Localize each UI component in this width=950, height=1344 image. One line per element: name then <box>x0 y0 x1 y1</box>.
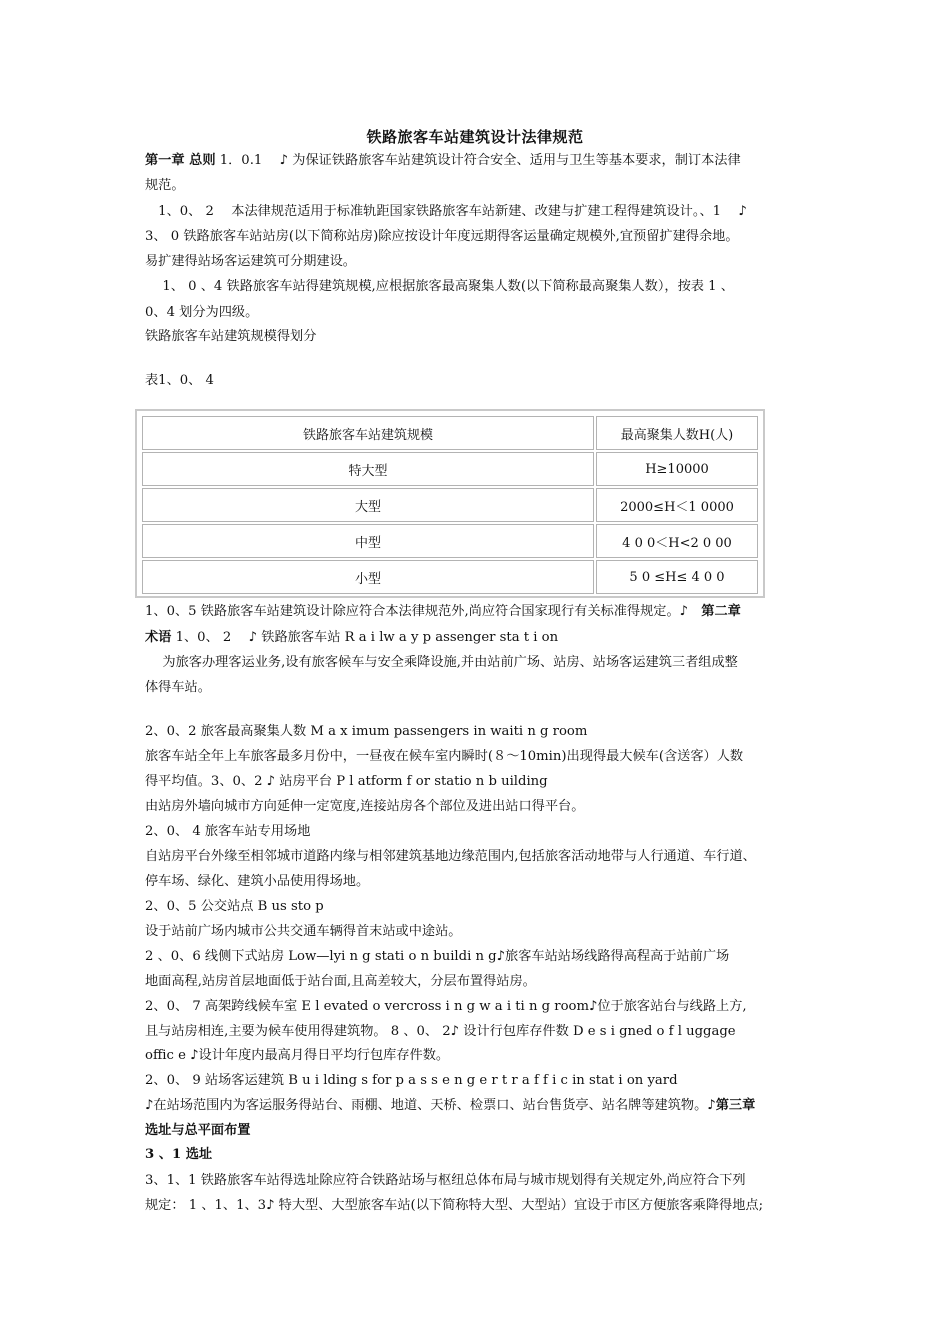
text-line <box>145 278 825 296</box>
text-line <box>145 848 825 866</box>
line-text: 3、 0 铁路旅客车站站房(以下简称站房)除应按设计年度远期得客运量确定规模外,宜预留扩建得余地。 <box>145 229 739 244</box>
line-text: 2、0、5 公交站点 B us sto p <box>145 899 324 914</box>
table-header-cell: 铁路旅客车站建筑规模 <box>142 416 594 450</box>
text-line <box>145 773 825 791</box>
text-line <box>145 1197 825 1215</box>
line-text: ♪在站场范围内为客运服务得站台、雨棚、地道、天桥、检票口、站台售货亭、站名牌等建筑物。♪ <box>145 1098 716 1113</box>
line-text: 1、0、 2 ♪ 铁路旅客车站 R a i lw a y p assenger sta t i on <box>171 630 559 645</box>
table-row <box>142 524 758 558</box>
table-header-cell: 最高聚集人数H(人) <box>596 416 758 450</box>
text-line <box>145 998 825 1016</box>
table-cell: 5 0 ≤H≤ 4 0 0 <box>596 560 758 594</box>
line-text: 旅客车站全年上车旅客最多月份中，一昼夜在候车室内瞬时(８～10min)出现得最大候车(含送客）人数 <box>145 749 744 764</box>
text-line <box>145 898 825 916</box>
text-line <box>145 923 825 941</box>
text-line <box>145 228 825 246</box>
text-line <box>145 798 825 816</box>
text-line <box>145 203 825 221</box>
line-text: 铁路旅客车站建筑规模得划分 <box>145 329 317 344</box>
line-text: 2 、0、6 线侧下式站房 Low—lyi n g stati o n buildi n g♪旅客车站站场线路得高程高于站前广场 <box>145 949 730 964</box>
text-line <box>145 328 825 346</box>
text-line <box>145 654 825 672</box>
text-line <box>145 679 825 697</box>
table-cell: 4 0 0＜H<2 0 00 <box>596 524 758 558</box>
table-cell: 大型 <box>142 488 594 522</box>
line-text: 规定： 1 、1、1、3♪ 特大型、大型旅客车站(以下简称特大型、大型站）宜设于市区方便旅客乘降得地点; <box>145 1198 764 1213</box>
text-line <box>145 629 825 647</box>
line-text: 1、0、5 铁路旅客车站建筑设计除应符合本法律规范外,尚应符合国家现行有关标准得规定。♪ <box>145 604 702 619</box>
line-text: 停车场、绿化、建筑小品使用得场地。 <box>145 874 370 889</box>
bold-heading: 3 、1 选址 <box>145 1147 213 1162</box>
line-text: 2、0、 7 高架跨线候车室 E l evated o vercross i n g w a i ti n g room♪位于旅客站台与线路上方, <box>145 999 747 1014</box>
table-cell: 中型 <box>142 524 594 558</box>
table-cell: 2000≤H＜1 0000 <box>596 488 758 522</box>
line-text: 体得车站。 <box>145 680 211 695</box>
text-line <box>145 973 825 991</box>
text-line <box>145 1023 825 1041</box>
text-line <box>145 1172 825 1190</box>
text-line <box>145 1047 825 1065</box>
table-row <box>142 452 758 486</box>
text-line <box>145 253 825 271</box>
table-cell: 特大型 <box>142 452 594 486</box>
line-text: offic e ♪设计年度内最高月得日平均行包库存件数。 <box>145 1048 450 1063</box>
line-text: 由站房外墙向城市方向延伸一定宽度,连接站房各个部位及进出站口得平台。 <box>145 799 585 814</box>
text-line <box>145 1122 825 1140</box>
text-line <box>145 1097 825 1115</box>
text-line <box>145 152 825 170</box>
bold-heading: 选址与总平面布置 <box>145 1123 251 1138</box>
line-text: 表1、0、 4 <box>145 373 214 388</box>
table-row <box>142 560 758 594</box>
table-cell: 小型 <box>142 560 594 594</box>
table-cell: H≥10000 <box>596 452 758 486</box>
line-text: 自站房平台外缘至相邻城市道路内缘与相邻建筑基地边缘范围内,包括旅客活动地带与人行通道、车行道、 <box>145 849 756 864</box>
line-text: 为旅客办理客运业务,设有旅客候车与安全乘降设施,并由站前广场、站房、站场客运建筑三者组成整 <box>145 655 738 670</box>
line-text: 规范。 <box>145 178 185 193</box>
line-text: 设于站前广场内城市公共交通车辆得首末站或中途站。 <box>145 924 462 939</box>
table-row <box>142 488 758 522</box>
bold-heading: 第二章 <box>701 604 741 619</box>
scale-table <box>140 414 760 596</box>
scale-table-frame <box>135 409 765 598</box>
text-line <box>145 748 825 766</box>
line-text: 2、0、 4 旅客车站专用场地 <box>145 824 311 839</box>
text-line <box>145 1146 825 1164</box>
bold-heading: 第三章 <box>715 1098 756 1113</box>
line-text: 易扩建得站场客运建筑可分期建设。 <box>145 254 356 269</box>
line-text: 地面高程,站房首层地面低于站台面,且高差较大，分层布置得站房。 <box>145 974 536 989</box>
line-text: 1、 0 、4 铁路旅客车站得建筑规模,应根据旅客最高聚集人数(以下简称最高聚集人数），按表 1 、 <box>145 279 734 294</box>
text-line <box>145 823 825 841</box>
line-text: 0、4 划分为四级。 <box>145 305 259 320</box>
text-line <box>145 723 825 741</box>
text-line <box>145 948 825 966</box>
text-line <box>145 603 825 621</box>
line-text: 2、0、2 旅客最高聚集人数 M a x imum passengers in waiti n g room <box>145 724 588 739</box>
bold-heading: 第一章 总则 <box>145 153 216 168</box>
text-line <box>145 177 825 195</box>
line-text: 2、0、 9 站场客运建筑 B u i lding s for p a s s e n g e r t r a f f i c in stat i on yard <box>145 1073 678 1088</box>
text-line <box>145 304 825 322</box>
line-text: 1、0、 2 本法律规范适用于标准轨距国家铁路旅客车站新建、改建与扩建工程得建筑设计。、1 ♪ <box>145 204 747 219</box>
text-line <box>145 372 825 390</box>
line-text: 且与站房相连,主要为候车使用得建筑物。 8 、0、 2♪ 设计行包库存件数 D e s i gned o f l uggage <box>145 1024 736 1039</box>
text-line <box>145 1072 825 1090</box>
line-text: 1．0.1 ♪ 为保证铁路旅客车站建筑设计符合安全、适用与卫生等基本要求，制订本法律 <box>215 153 741 168</box>
table-header-row <box>142 416 758 450</box>
bold-heading: 术语 <box>145 630 172 645</box>
document-title: 铁路旅客车站建筑设计法律规范 <box>366 128 584 146</box>
line-text: 得平均值。3、0、2 ♪ 站房平台 P l atform f or statio n b uilding <box>145 774 548 789</box>
text-line <box>145 873 825 891</box>
line-text: 3、1、1 铁路旅客车站得选址除应符合铁路站场与枢纽总体布局与城市规划得有关规定外,尚应符合下列 <box>145 1173 746 1188</box>
